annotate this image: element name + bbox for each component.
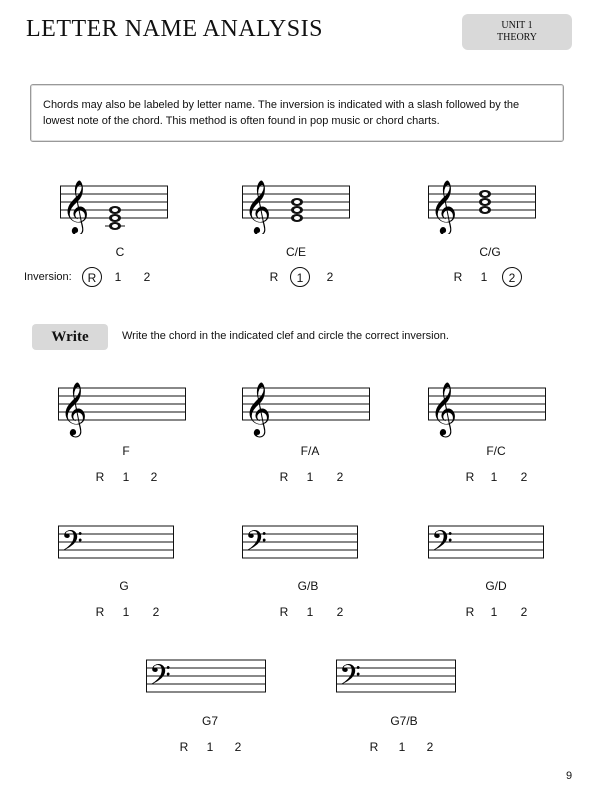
example-staff-2 xyxy=(242,174,350,234)
chord-label: C/G xyxy=(479,245,501,259)
inversion-option-2[interactable]: 2 xyxy=(426,740,434,754)
example-staff-3 xyxy=(428,174,536,234)
treble-clef-icon: 𝄞 xyxy=(244,179,272,233)
page-number: 9 xyxy=(566,770,573,782)
bass-clef-icon: 𝄢 xyxy=(149,659,171,699)
inversion-option-2[interactable]: 2 xyxy=(150,470,158,484)
inversion-option-1[interactable]: 1 xyxy=(398,740,406,754)
exercise-staff-bass-1[interactable] xyxy=(58,516,174,572)
inversion-option-R[interactable]: R xyxy=(453,270,463,284)
bass-clef-icon: 𝄢 xyxy=(431,525,453,565)
inversion-option-R[interactable]: R xyxy=(465,470,475,484)
inversion-option-2[interactable]: 2 xyxy=(326,270,334,284)
exercise-staff-bass-2[interactable] xyxy=(242,516,358,572)
inversion-option-1[interactable]: 1 xyxy=(290,267,310,287)
chord-notes xyxy=(291,198,303,222)
bass-clef-icon: 𝄢 xyxy=(245,525,267,565)
inversion-row xyxy=(262,267,352,289)
exercise-staff-seventh-2[interactable] xyxy=(336,650,456,706)
treble-clef-icon: 𝄞 xyxy=(60,381,88,435)
chord-label: F/C xyxy=(486,444,506,458)
inversion-row xyxy=(174,737,254,759)
exercise-staff-bass-3[interactable] xyxy=(428,516,544,572)
inversion-option-R[interactable]: R xyxy=(82,267,102,287)
exercise-staff-treble-1[interactable] xyxy=(58,374,186,444)
inversion-option-1[interactable]: 1 xyxy=(114,270,122,284)
inversion-option-1[interactable]: 1 xyxy=(490,470,498,484)
treble-clef-icon: 𝄞 xyxy=(430,381,458,435)
inversion-row xyxy=(274,467,354,489)
inversion-option-2[interactable]: 2 xyxy=(234,740,242,754)
chord-label: G7/B xyxy=(390,714,418,728)
inversion-row xyxy=(24,267,164,289)
staff-lines xyxy=(428,174,536,234)
page-title: LETTER NAME ANALYSIS xyxy=(26,16,323,42)
inversion-row xyxy=(364,737,444,759)
chord-notes xyxy=(479,190,491,214)
inversion-option-2[interactable]: 2 xyxy=(143,270,151,284)
inversion-row xyxy=(460,467,540,489)
staff-lines xyxy=(242,516,358,572)
inversion-option-1[interactable]: 1 xyxy=(122,605,130,619)
staff-lines xyxy=(428,374,546,444)
inversion-option-R[interactable]: R xyxy=(279,605,289,619)
inversion-option-R[interactable]: R xyxy=(279,470,289,484)
staff-lines xyxy=(336,650,456,706)
exercise-staff-treble-3[interactable] xyxy=(428,374,546,444)
inversion-option-2[interactable]: 2 xyxy=(520,605,528,619)
staff-lines xyxy=(242,174,350,234)
unit-badge-line2: THEORY xyxy=(497,32,537,43)
info-text: Chords may also be labeled by letter name. The inversion is indicated with a slash followed by the lowest note of the chord. This method is often found in pop music or chord charts. xyxy=(43,99,520,127)
bass-clef-icon: 𝄢 xyxy=(339,659,361,699)
inversion-option-2[interactable]: 2 xyxy=(152,605,160,619)
inversion-row xyxy=(274,602,354,624)
staff-lines xyxy=(60,174,168,234)
inversion-option-R[interactable]: R xyxy=(369,740,379,754)
staff-lines xyxy=(428,516,544,572)
info-box xyxy=(30,84,564,142)
treble-clef-icon: 𝄞 xyxy=(62,179,90,233)
inversion-option-1[interactable]: 1 xyxy=(206,740,214,754)
inversion-option-R[interactable]: R xyxy=(95,605,105,619)
inversion-row xyxy=(90,602,170,624)
unit-badge xyxy=(462,14,572,50)
inversion-option-1[interactable]: 1 xyxy=(490,605,498,619)
inversion-prefix: Inversion: xyxy=(24,271,72,283)
exercise-staff-treble-2[interactable] xyxy=(242,374,370,444)
inversion-option-R[interactable]: R xyxy=(465,605,475,619)
inversion-row xyxy=(90,467,170,489)
chord-label: G7 xyxy=(201,714,218,728)
example-staff-1 xyxy=(60,174,168,234)
unit-badge-line1: UNIT 1 xyxy=(501,20,533,31)
chord-label: G xyxy=(119,579,129,593)
chord-label: G/B xyxy=(297,579,319,593)
inversion-option-2[interactable]: 2 xyxy=(502,267,522,287)
chord-label: C xyxy=(115,245,125,259)
treble-clef-icon: 𝄞 xyxy=(430,179,458,233)
inversion-option-2[interactable]: 2 xyxy=(336,470,344,484)
inversion-option-R[interactable]: R xyxy=(269,270,279,284)
write-instruction: Write the chord in the indicated clef and circle the correct inversion. xyxy=(122,330,449,342)
inversion-option-R[interactable]: R xyxy=(179,740,189,754)
chord-label: G/D xyxy=(485,579,507,593)
inversion-option-2[interactable]: 2 xyxy=(520,470,528,484)
staff-lines xyxy=(146,650,266,706)
chord-label: C/E xyxy=(285,245,306,259)
write-tag: Write xyxy=(32,324,108,350)
inversion-row xyxy=(460,602,540,624)
inversion-option-1[interactable]: 1 xyxy=(306,470,314,484)
staff-lines xyxy=(242,374,370,444)
inversion-option-2[interactable]: 2 xyxy=(336,605,344,619)
exercise-staff-seventh-1[interactable] xyxy=(146,650,266,706)
chord-label: F xyxy=(122,444,130,458)
inversion-option-1[interactable]: 1 xyxy=(122,470,130,484)
inversion-option-R[interactable]: R xyxy=(95,470,105,484)
bass-clef-icon: 𝄢 xyxy=(61,525,83,565)
inversion-option-1[interactable]: 1 xyxy=(480,270,488,284)
staff-lines xyxy=(58,374,186,444)
treble-clef-icon: 𝄞 xyxy=(244,381,272,435)
inversion-option-1[interactable]: 1 xyxy=(306,605,314,619)
staff-lines xyxy=(58,516,174,572)
inversion-row xyxy=(446,267,536,289)
chord-label: F/A xyxy=(300,444,320,458)
